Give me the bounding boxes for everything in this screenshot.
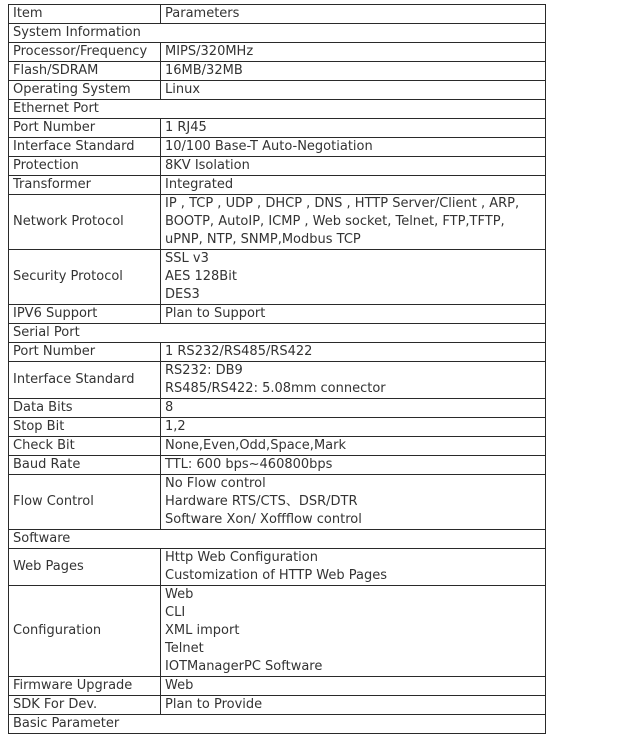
section-ethernet-port: Ethernet Port [9,100,546,119]
section-software: Software [9,530,546,549]
value-line: BOOTP, AutoIP, ICMP , Web socket, Telnet, FTP,TFTP, [165,214,505,229]
row-label: SDK For Dev. [9,696,161,715]
row-value [161,195,546,250]
value-line: Hardware RTS/CTS、DSR/DTR [165,494,358,509]
table-row [9,195,546,250]
section-basic-parameter: Basic Parameter [9,715,546,734]
header-parameters: Parameters [161,5,546,24]
table-row [9,43,546,62]
row-value: 10/100 Base-T Auto-Negotiation [161,138,546,157]
value-line: RS232: DB9 [165,363,243,378]
row-value: MIPS/320MHz [161,43,546,62]
row-label: Port Number [9,343,161,362]
section-system-information: System Information [9,24,546,43]
value-line: XML import [165,623,240,638]
row-value: TTL: 600 bps~460800bps [161,456,546,475]
row-value [161,362,546,399]
value-line: IP , TCP , UDP , DHCP , DNS , HTTP Server/Client , ARP, [165,196,520,211]
value-line: AES 128Bit [165,269,237,284]
row-label: Firmware Upgrade [9,677,161,696]
row-label: Interface Standard [9,138,161,157]
value-line: No Flow control [165,476,266,491]
value-line: Software Xon/ Xoffflow control [165,512,362,527]
row-value: 8 [161,399,546,418]
value-line: CLI [165,605,186,620]
table-row [9,305,546,324]
row-value: 1 RS232/RS485/RS422 [161,343,546,362]
row-value: Plan to Support [161,305,546,324]
row-label: Operating System [9,81,161,100]
row-value: 16MB/32MB [161,62,546,81]
table-row [9,62,546,81]
row-value: 8KV Isolation [161,157,546,176]
section-row [9,530,546,549]
row-value: Integrated [161,176,546,195]
row-value: 1,2 [161,418,546,437]
table-row [9,696,546,715]
value-line: IOTManagerPC Software [165,659,323,674]
row-value: 1 RJ45 [161,119,546,138]
row-label: Configuration [9,586,161,677]
row-label: Transformer [9,176,161,195]
value-line: Telnet [165,641,204,656]
table-row [9,119,546,138]
value-line: DES3 [165,287,200,302]
value-line: Customization of HTTP Web Pages [165,568,388,583]
section-row [9,715,546,734]
header-item: Item [9,5,161,24]
row-value: Linux [161,81,546,100]
value-line: Http Web Configuration [165,550,318,565]
row-label: Web Pages [9,549,161,586]
spec-table-container [8,4,545,734]
value-line: uPNP, NTP, SNMP,Modbus TCP [165,232,361,247]
row-label: Check Bit [9,437,161,456]
table-row [9,138,546,157]
row-label: Processor/Frequency [9,43,161,62]
row-label: Stop Bit [9,418,161,437]
row-value: Plan to Provide [161,696,546,715]
table-row [9,250,546,305]
row-label: Data Bits [9,399,161,418]
section-serial-port: Serial Port [9,324,546,343]
table-row [9,418,546,437]
row-label: Baud Rate [9,456,161,475]
row-value [161,549,546,586]
table-row [9,475,546,530]
row-value: Web [161,677,546,696]
table-row [9,437,546,456]
row-label: Security Protocol [9,250,161,305]
row-value [161,475,546,530]
row-label: Interface Standard [9,362,161,399]
row-label: IPV6 Support [9,305,161,324]
value-line: Web [165,587,194,602]
row-value: None,Even,Odd,Space,Mark [161,437,546,456]
value-line: SSL v3 [165,251,209,266]
table-row [9,157,546,176]
table-row [9,586,546,677]
table-row [9,456,546,475]
row-label: Protection [9,157,161,176]
table-row [9,176,546,195]
section-row [9,324,546,343]
table-row [9,343,546,362]
table-row [9,362,546,399]
value-line: RS485/RS422: 5.08mm connector [165,381,386,396]
row-label: Port Number [9,119,161,138]
row-label: Flash/SDRAM [9,62,161,81]
table-row [9,81,546,100]
row-value [161,250,546,305]
section-row [9,24,546,43]
row-label: Flow Control [9,475,161,530]
table-header-row [9,5,546,24]
row-label: Network Protocol [9,195,161,250]
row-value [161,586,546,677]
table-row [9,549,546,586]
table-row [9,677,546,696]
table-row [9,399,546,418]
section-row [9,100,546,119]
spec-table [8,4,546,734]
